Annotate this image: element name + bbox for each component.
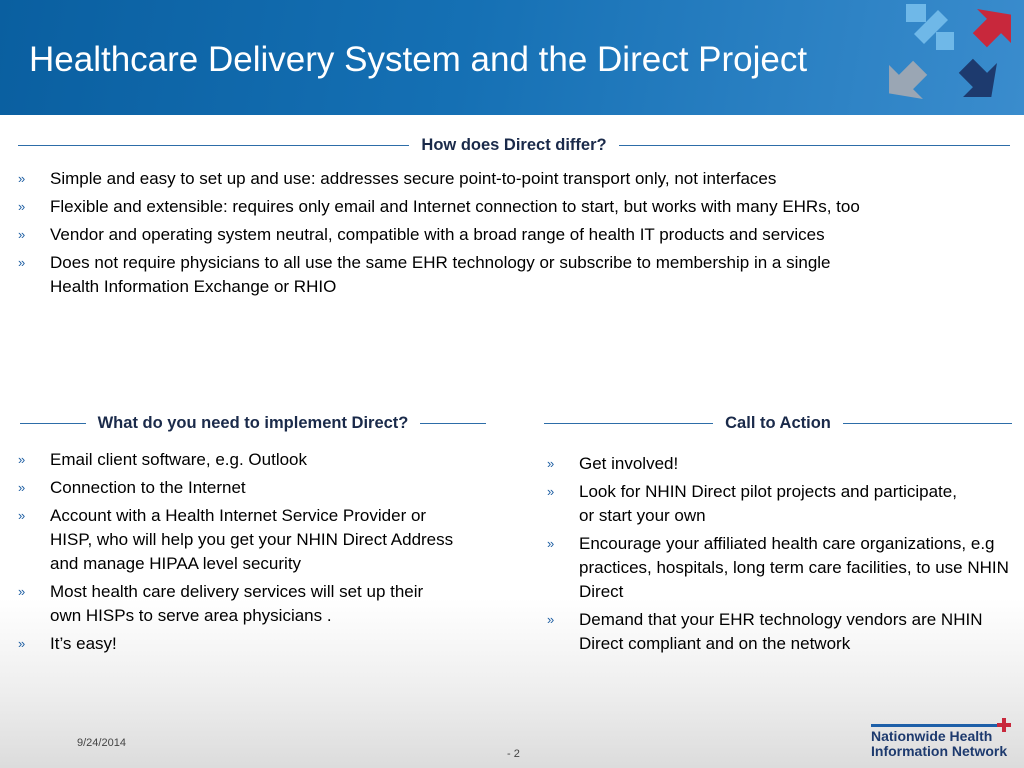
bullet-icon: » (547, 456, 555, 471)
call-to-action-bullet-list (547, 452, 1017, 660)
bullet-icon: » (18, 584, 26, 599)
list-item (18, 167, 1013, 191)
heading-rule-right (843, 423, 1012, 424)
page-number: - 2 (507, 748, 520, 760)
bullet-icon: » (18, 480, 26, 495)
list-item (18, 448, 480, 472)
list-item-text: It’s easy! (50, 634, 117, 653)
list-item (18, 580, 480, 628)
list-item (547, 608, 1017, 656)
heading-rule-left (20, 423, 86, 424)
section-heading-label: Call to Action (725, 414, 831, 432)
bullet-icon: » (18, 227, 26, 242)
list-item (547, 480, 1017, 528)
brand-line-1: Nationwide Health (871, 728, 993, 744)
list-item-text: Encourage your affiliated health care organizations, e.g practices, hospitals, long term care facilities, to use NHIN Direct (579, 534, 1009, 601)
list-item-text: Simple and easy to set up and use: addresses secure point-to-point transport only, not interfaces (50, 169, 777, 188)
list-item (18, 632, 480, 656)
list-item-text: Account with a Health Internet Service Provider or HISP, who will help you get your NHIN Direct Address and manage HIPAA level security (50, 506, 454, 573)
bullet-icon: » (18, 452, 26, 467)
list-item (18, 504, 480, 576)
bullet-icon: » (547, 536, 555, 551)
nhin-cross-icon (997, 718, 1011, 732)
heading-rule-right (619, 145, 1010, 146)
heading-rule-left (18, 145, 409, 146)
list-item-text: Connection to the Internet (50, 478, 246, 497)
list-item (547, 532, 1017, 604)
bullet-icon: » (18, 508, 26, 523)
implement-bullet-list (18, 448, 480, 660)
list-item (18, 195, 1013, 219)
list-item (547, 452, 1017, 476)
brand-line-2: Information Network (871, 743, 1008, 759)
nhin-brand-logo (866, 718, 1016, 760)
bullet-icon: » (18, 255, 26, 270)
brand-bar (871, 724, 1001, 727)
list-item-text: Demand that your EHR technology vendors are NHIN Direct compliant and on the network (579, 610, 983, 653)
list-item-text: Flexible and extensible: requires only email and Internet connection to start, but works with many EHRs, too (50, 197, 860, 216)
heading-rule-left (544, 423, 713, 424)
section-heading-differ (18, 136, 1010, 155)
list-item-text: Does not require physicians to all use the same EHR technology or subscribe to membership in a single Health Information Exchange or RHIO (50, 253, 831, 296)
list-item (18, 476, 480, 500)
section-heading-label: How does Direct differ? (421, 136, 607, 154)
bullet-icon: » (18, 171, 26, 186)
section-heading-call-to-action (544, 414, 1012, 433)
slide-title: Healthcare Delivery System and the Direct Project (29, 40, 808, 79)
list-item-text: Most health care delivery services will set up their own HISPs to serve area physicians . (50, 582, 424, 625)
bullet-icon: » (18, 199, 26, 214)
differ-bullet-list (18, 167, 1013, 303)
list-item (18, 251, 1013, 299)
bullet-icon: » (18, 636, 26, 651)
bullet-icon: » (547, 484, 555, 499)
section-heading-label: What do you need to implement Direct? (97, 414, 409, 432)
section-heading-implement (20, 414, 486, 433)
title-banner (0, 0, 1024, 115)
list-item-text: Vendor and operating system neutral, compatible with a broad range of health IT products and services (50, 225, 825, 244)
arrows-logo-icon (880, 0, 1024, 115)
bullet-icon: » (547, 612, 555, 627)
heading-rule-right (420, 423, 486, 424)
footer-date: 9/24/2014 (77, 737, 126, 749)
list-item-text: Get involved! (579, 454, 679, 473)
list-item (18, 223, 1013, 247)
list-item-text: Look for NHIN Direct pilot projects and participate, or start your own (579, 482, 957, 525)
list-item-text: Email client software, e.g. Outlook (50, 450, 308, 469)
